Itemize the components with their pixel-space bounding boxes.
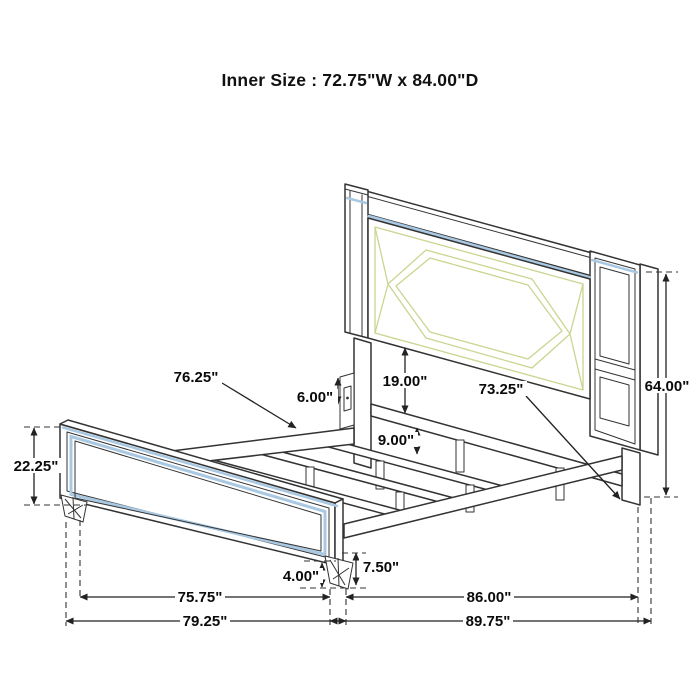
headboard-left-wing [345,184,368,338]
dim-label-side-rail-length: 86.00" [466,589,512,606]
dim-label-foot-height: 4.00" [282,568,320,585]
dim-label-bracket-height: 6.00" [296,389,334,406]
dim-4-00 [279,568,323,585]
dim-label-inner-width: 73.25" [478,381,524,398]
dim-label-headboard-height: 64.00" [644,378,690,395]
dim-73-25 [475,381,527,398]
dim-label-footboard-height: 22.25" [13,458,59,475]
dim-89-75 [463,613,513,630]
dim-6-00 [294,389,338,406]
dim-22-25 [10,458,62,475]
dim-86-00 [464,589,514,606]
dim-76-25 [170,369,222,386]
side-rail-right [344,456,622,538]
headboard-side-face [640,264,658,455]
dim-label-footboard-overall-width: 79.25" [182,613,228,630]
dim-label-floor-clearance: 7.50" [362,559,400,576]
dim-79-25 [180,613,230,630]
footboard-end-face [335,499,343,565]
dim-19-00 [379,373,431,390]
dim-64-00 [641,378,693,395]
rail-bracket [340,373,354,429]
headboard-right-leg [622,448,640,505]
dim-75-75 [175,589,225,606]
dim-label-overall-depth: 89.75" [465,613,511,630]
dim-label-panel-to-rail: 19.00" [382,373,428,390]
headboard-right-wing [590,251,640,450]
page-title: Inner Size : 72.75"W x 84.00"D [221,70,479,90]
dim-label-support-height: 9.00" [377,432,415,449]
dim-9-00 [374,432,418,449]
dim-label-footboard-inner-width: 75.75" [177,589,223,606]
dim-7-50 [359,559,403,576]
support-leg [456,440,464,472]
dim-label-slat-support-length: 76.25" [173,369,219,386]
leader-slat-support [222,383,296,428]
